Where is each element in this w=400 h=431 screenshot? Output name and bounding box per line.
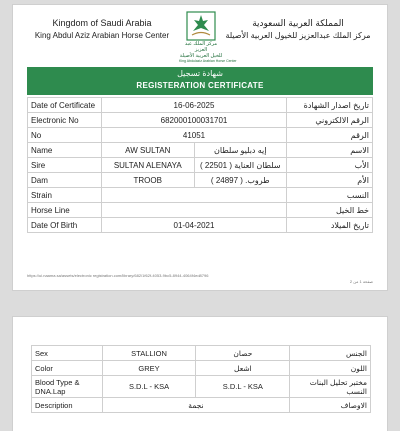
table-row <box>28 173 373 188</box>
row-value-ar: S.D.L - KSA <box>196 376 290 398</box>
row-value: 01-04-2021 <box>102 218 287 233</box>
table-row <box>28 203 373 218</box>
center-logo <box>179 11 237 63</box>
row-label-ar: الرقم <box>287 128 373 143</box>
row-value-en: STALLION <box>102 346 196 361</box>
table-row <box>32 346 371 361</box>
row-value-ar: إيه دبليو سلطان <box>194 143 287 158</box>
row-value-en: SULTAN ALENAYA <box>102 158 195 173</box>
row-value: 41051 <box>102 128 287 143</box>
row-label-en: Sire <box>28 158 102 173</box>
row-label-en: Strain <box>28 188 102 203</box>
footer-page-number: صفحة 1 من 2 <box>349 279 373 284</box>
row-label-en: Description <box>32 398 103 413</box>
table-row <box>28 158 373 173</box>
row-label-en: No <box>28 128 102 143</box>
row-label-en: Horse Line <box>28 203 102 218</box>
row-label-en: Color <box>32 361 103 376</box>
certificate-title-banner <box>27 67 373 95</box>
row-label-en: Date Of Birth <box>28 218 102 233</box>
header-en-country: Kingdom of Saudi Arabia <box>52 18 152 28</box>
certificate-page-2 <box>12 316 388 431</box>
row-label-ar: الاسم <box>287 143 373 158</box>
certificate-header <box>13 5 387 67</box>
row-value-en: GREY <box>102 361 196 376</box>
row-value: 16-06-2025 <box>102 98 287 113</box>
row-value-en: AW SULTAN <box>102 143 195 158</box>
logo-arabic-line2: للخيل العربية الأصيلة <box>179 53 223 59</box>
table-row <box>32 398 371 413</box>
table-row <box>28 128 373 143</box>
footer-url: https://ui.naama.sa/assets/electronic registration.com/library/682/1f62f-4053-9bc5-8944-4064f4ed8796 <box>27 273 209 278</box>
table-row <box>28 143 373 158</box>
row-value-ar: اشعل <box>196 361 290 376</box>
header-ar-center: مركز الملك عبدالعزيز للخيول العربية الأصيلة <box>225 31 371 40</box>
table-row <box>28 188 373 203</box>
row-label-ar: مختبر تحليل البنات النسب <box>290 376 371 398</box>
table-row <box>28 98 373 113</box>
row-label-ar: اللون <box>290 361 371 376</box>
row-label-ar: الأب <box>287 158 373 173</box>
row-label-en: Blood Type & DNA.Lap <box>32 376 103 398</box>
row-label-ar: الجنس <box>290 346 371 361</box>
row-label-ar: النسب <box>287 188 373 203</box>
row-label-ar: الرقم الالكتروني <box>287 113 373 128</box>
row-value <box>102 203 287 218</box>
banner-title-arabic: شهادة تسجيل <box>177 69 223 78</box>
row-value-en: S.D.L - KSA <box>102 376 196 398</box>
horse-logo-icon <box>186 11 216 41</box>
logo-arabic-line1: مركز الملك عبد العزيز <box>184 41 218 53</box>
row-value <box>102 188 287 203</box>
row-label-en: Electronic No <box>28 113 102 128</box>
registration-table-page2 <box>31 345 371 413</box>
row-label-ar: تاريخ الميلاد <box>287 218 373 233</box>
table-row <box>28 113 373 128</box>
banner-title-english: REGISTERATION CERTIFICATE <box>136 81 264 90</box>
row-label-ar: خط الخيل <box>287 203 373 218</box>
row-value-en: TROOB <box>102 173 195 188</box>
registration-table <box>27 97 373 233</box>
table-row <box>32 376 371 398</box>
header-ar-country: المملكة العربية السعودية <box>252 18 344 28</box>
table-row <box>28 218 373 233</box>
row-value-ar: طروب. ( 24897 ) <box>194 173 287 188</box>
certificate-page-1 <box>12 4 388 291</box>
header-en-center: King Abdul Aziz Arabian Horse Center <box>34 31 170 40</box>
table-row <box>32 361 371 376</box>
row-value-ar: سلطان العناية ( 22501 ) <box>194 158 287 173</box>
row-value: 682000100031701 <box>102 113 287 128</box>
row-value: نجمة <box>102 398 290 413</box>
header-english <box>27 17 177 42</box>
logo-english: King Abdulaziz Arabian Horse Center <box>179 59 237 63</box>
row-label-en: Sex <box>32 346 103 361</box>
row-label-ar: الأم <box>287 173 373 188</box>
row-label-en: Dam <box>28 173 102 188</box>
row-label-ar: الاوصاف <box>290 398 371 413</box>
header-arabic <box>223 17 373 42</box>
row-value-ar: حصان <box>196 346 290 361</box>
row-label-ar: تاريخ اصدار الشهادة <box>287 98 373 113</box>
row-label-en: Date of Certificate <box>28 98 102 113</box>
row-label-en: Name <box>28 143 102 158</box>
